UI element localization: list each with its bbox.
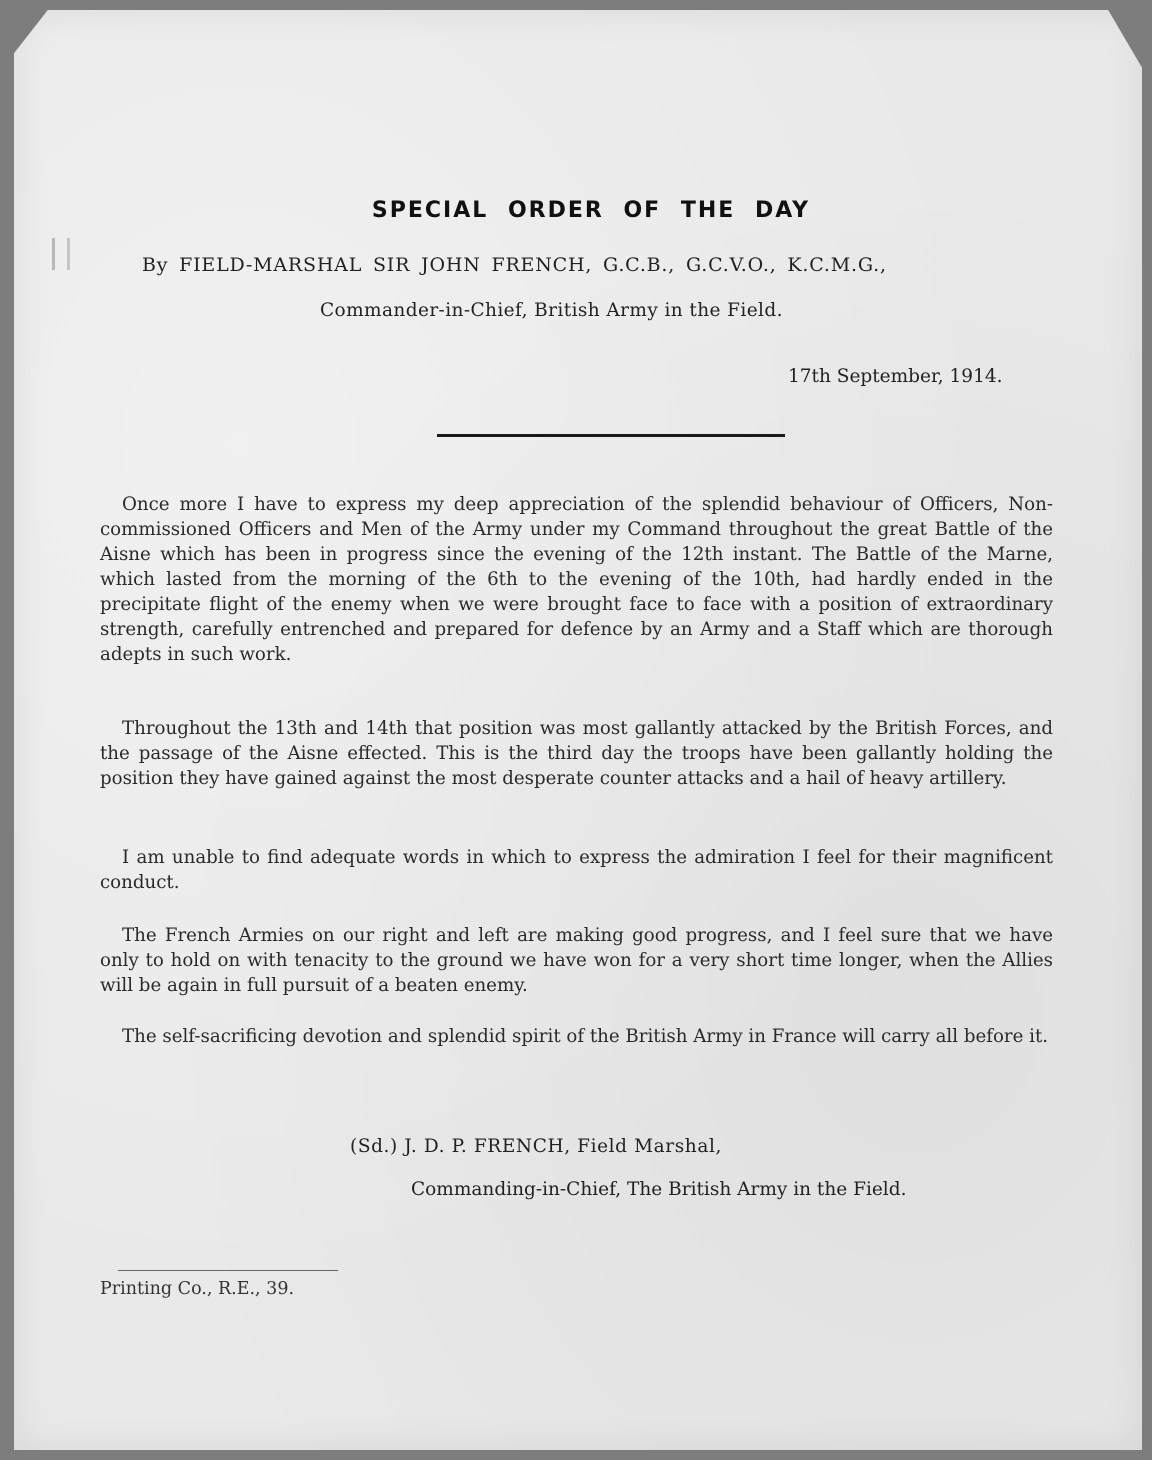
paragraph-1 <box>100 492 1053 667</box>
paragraph-text: Once more I have to express my deep appreciation of the splendid behaviour of Officers, Non-commissioned Officers and Men of the Army under my Command throughout the great Battle of the Aisne which has been in progress since the evening of the 12th instant. The Battle of the Marne, which lasted from the morning of the 6th to the evening of the 10th, had hardly ended in the precipitate flight of the enemy when we were brought face to face with a position of extraordinary strength, carefully entrenched and prepared for defence by an Army and a Staff which are thorough adepts in such work. <box>100 494 1053 665</box>
footer-divider <box>118 1270 338 1271</box>
byline: By FIELD-MARSHAL SIR JOHN FRENCH, G.C.B., G.C.V.O., K.C.M.G., <box>142 254 887 276</box>
paragraph-text: The French Armies on our right and left are making good progress, and I feel sure that we have only to hold on with tenacity to the ground we have won for a very short time longer, when the Allies will be again in full pursuit of a beaten enemy. <box>100 925 1053 996</box>
paragraph-5 <box>100 1024 1053 1049</box>
signature-name: (Sd.) J. D. P. FRENCH, Field Marshal, <box>350 1136 722 1157</box>
document-title: SPECIAL ORDER OF THE DAY <box>371 198 811 223</box>
paragraph-3 <box>100 845 1053 895</box>
paragraph-text: The self-sacrificing devotion and splendid spirit of the British Army in France will carry all before it. <box>122 1026 1049 1047</box>
title-divider <box>437 434 785 437</box>
printer-imprint: Printing Co., R.E., 39. <box>100 1279 295 1299</box>
author-role: Commander-in-Chief, British Army in the Field. <box>320 300 783 321</box>
paragraph-2 <box>100 716 1053 791</box>
document-date: 17th September, 1914. <box>788 366 1003 387</box>
paragraph-text: Throughout the 13th and 14th that position was most gallantly attacked by the British Forces, and the passage of the Aisne effected. This is the third day the troops have been gallantly holding the position they have gained against the most desperate counter attacks and a hail of heavy artillery. <box>100 718 1053 789</box>
paragraph-4 <box>100 923 1053 998</box>
signature-title: Commanding-in-Chief, The British Army in the Field. <box>411 1179 907 1200</box>
paragraph-text: I am unable to find adequate words in which to express the admiration I feel for their magnificent conduct. <box>100 847 1053 893</box>
